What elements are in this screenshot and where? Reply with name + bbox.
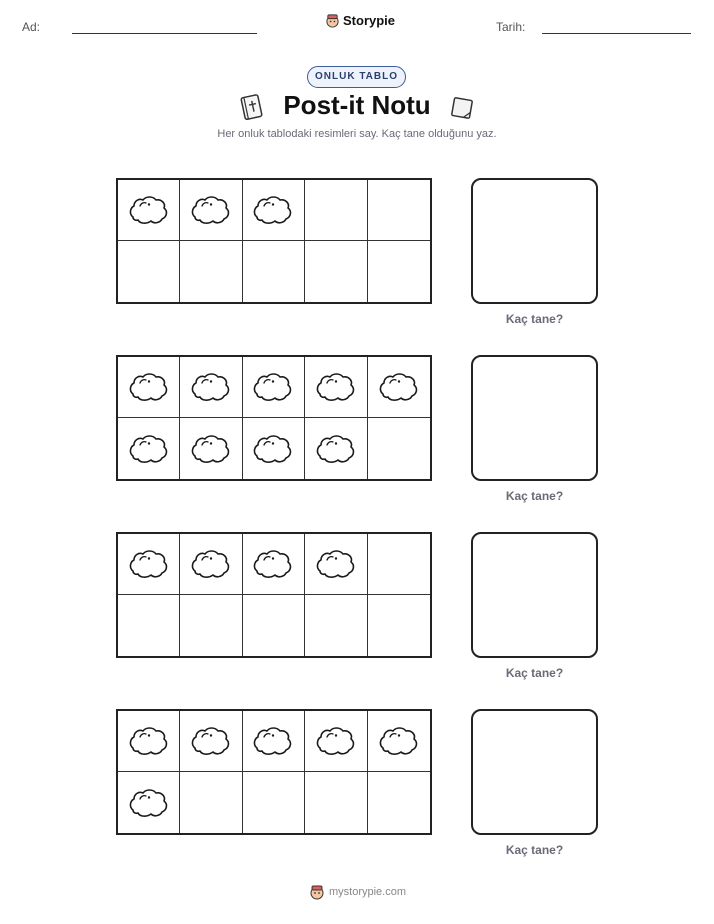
post-it-note-icon [314, 432, 358, 466]
post-it-note-icon [251, 724, 295, 758]
answer-label-4: Kaç tane? [505, 843, 564, 857]
ten-frame-cell [118, 418, 180, 479]
ten-frame-cell [368, 595, 430, 656]
ten-frame-3 [116, 532, 432, 658]
ten-frame-cell [118, 241, 180, 302]
ten-frame-cell [118, 711, 180, 772]
ten-frame-cell [118, 595, 180, 656]
post-it-note-icon [127, 432, 171, 466]
ten-frame-cell [243, 772, 305, 833]
post-it-note-icon [189, 370, 233, 404]
page-title: Post-it Notu [283, 90, 431, 120]
ten-frame-cell [180, 711, 242, 772]
footer-site: mystorypie.com [329, 886, 407, 898]
brand-name: Storypie [343, 13, 396, 28]
mascot-icon [325, 13, 340, 28]
ten-frame-cell [243, 357, 305, 418]
footer [309, 884, 406, 900]
post-it-note-icon [189, 193, 233, 227]
ten-frame-cell [243, 595, 305, 656]
ten-frame-cell [305, 534, 367, 595]
ten-frame-cell [118, 772, 180, 833]
post-it-note-icon [127, 370, 171, 404]
name-label: Ad: [22, 20, 41, 34]
ten-frame-cell [180, 180, 242, 241]
date-line [542, 33, 691, 34]
post-it-note-icon [251, 370, 295, 404]
worksheet-type-badge: ONLUK TABLO [307, 66, 406, 88]
post-it-note-icon [189, 724, 233, 758]
answer-box-4[interactable] [471, 709, 598, 835]
post-it-note-icon [127, 724, 171, 758]
mascot-icon [309, 884, 325, 900]
ten-frame-cell [118, 357, 180, 418]
ten-frame-cell [305, 595, 367, 656]
ten-frame-cell [180, 534, 242, 595]
ten-frame-cell [305, 418, 367, 479]
brand-logo [325, 13, 395, 28]
post-it-note-icon [377, 370, 421, 404]
ten-frame-cell [368, 180, 430, 241]
ten-frame-cell [305, 357, 367, 418]
answer-box-1[interactable] [471, 178, 598, 304]
ten-frame-cell [368, 241, 430, 302]
ten-frame-cell [118, 180, 180, 241]
answer-label-2: Kaç tane? [505, 489, 564, 503]
ten-frame-cell [368, 772, 430, 833]
ten-frame-cell [305, 711, 367, 772]
post-it-note-icon [189, 547, 233, 581]
ten-frame-cell [305, 180, 367, 241]
ten-frame-cell [243, 418, 305, 479]
ten-frame-cell [180, 772, 242, 833]
post-it-note-icon [314, 724, 358, 758]
ten-frame-cell [368, 534, 430, 595]
answer-box-3[interactable] [471, 532, 598, 658]
ten-frame-cell [180, 357, 242, 418]
sticky-note-icon [449, 95, 475, 121]
post-it-note-icon [314, 370, 358, 404]
post-it-note-icon [189, 432, 233, 466]
ten-frame-cell [180, 241, 242, 302]
ten-frame-cell [180, 418, 242, 479]
ten-frame-cell [368, 418, 430, 479]
answer-box-2[interactable] [471, 355, 598, 481]
post-it-note-icon [127, 547, 171, 581]
post-it-note-icon [314, 547, 358, 581]
date-label: Tarih: [496, 20, 526, 34]
ten-frame-cell [368, 357, 430, 418]
ten-frame-1 [116, 178, 432, 304]
ten-frame-cell [243, 180, 305, 241]
ten-frame-cell [243, 711, 305, 772]
ten-frame-cell [118, 534, 180, 595]
post-it-note-icon [127, 193, 171, 227]
ten-frame-cell [243, 241, 305, 302]
ten-frame-2 [116, 355, 432, 481]
post-it-note-icon [251, 547, 295, 581]
post-it-note-icon [127, 786, 171, 820]
answer-label-3: Kaç tane? [505, 666, 564, 680]
ten-frame-cell [243, 534, 305, 595]
post-it-note-icon [377, 724, 421, 758]
name-line [72, 33, 257, 34]
answer-label-1: Kaç tane? [505, 312, 564, 326]
ten-frame-cell [305, 772, 367, 833]
post-it-note-icon [251, 432, 295, 466]
ten-frame-cell [305, 241, 367, 302]
instructions: Her onluk tablodaki resimleri say. Kaç tane olduğunu yaz. [217, 128, 497, 140]
post-it-note-icon [251, 193, 295, 227]
ten-frame-4 [116, 709, 432, 835]
ten-frame-cell [180, 595, 242, 656]
ten-frame-cell [368, 711, 430, 772]
